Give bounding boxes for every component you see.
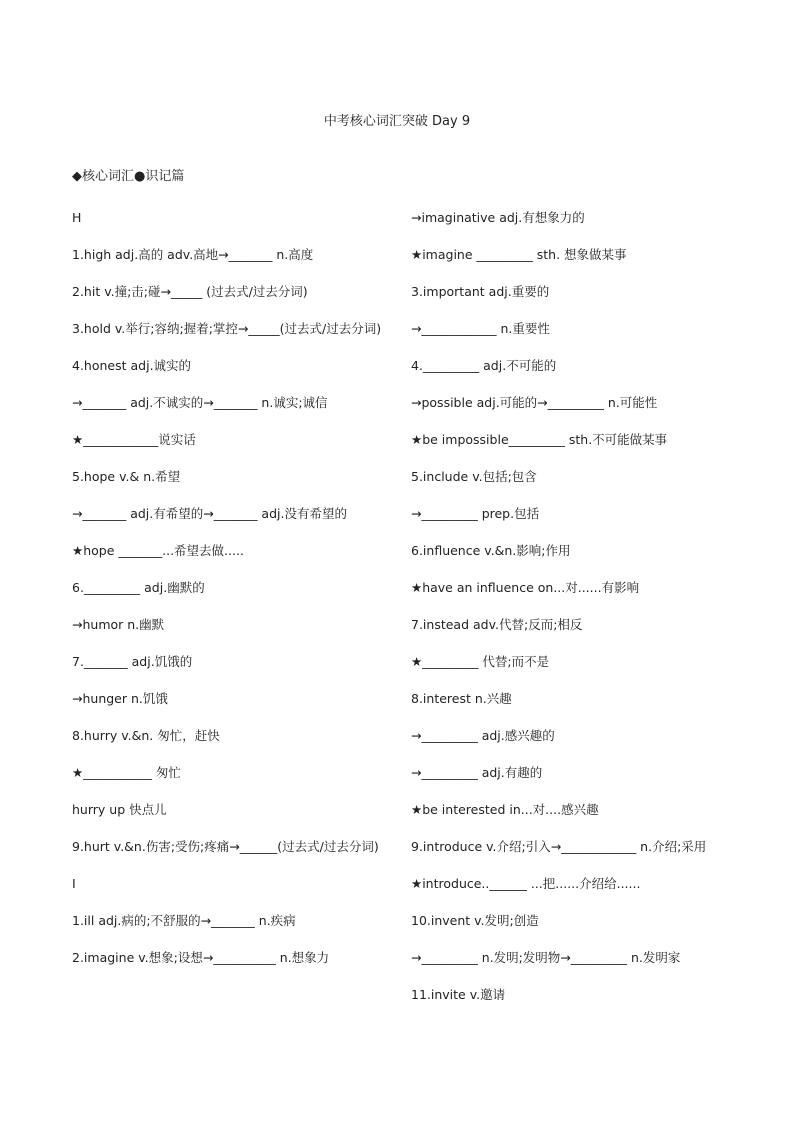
vocab-line: →humor n.幽默 xyxy=(72,617,165,632)
page-title: 中考核心词汇突破 Day 9 xyxy=(323,114,471,129)
vocab-line: 8.hurry v.&n. 匆忙，赶快 xyxy=(72,728,220,743)
letter-heading-h: H xyxy=(72,210,82,225)
vocab-line: 7._______ adj.饥饿的 xyxy=(72,654,193,669)
vocab-line: →_________ adj.感兴趣的 xyxy=(411,728,555,743)
vocab-line: 4.honest adj.诚实的 xyxy=(72,358,192,373)
vocab-line: ★_________ 代替;而不是 xyxy=(411,654,550,669)
vocab-line: 9.introduce v.介绍;引入→____________ n.介绍;采用 xyxy=(411,839,707,854)
vocab-line: hurry up 快点儿 xyxy=(72,802,167,817)
vocab-line: →____________ n.重要性 xyxy=(411,321,550,336)
vocab-line: 5.include v.包括;包含 xyxy=(411,469,537,484)
vocab-line: ★have an influence on...对......有影响 xyxy=(411,580,640,595)
section-heading: ◆核心词汇●识记篇 xyxy=(72,169,185,184)
left-column xyxy=(72,208,390,985)
vocab-line: 4._________ adj.不可能的 xyxy=(411,358,557,373)
vocab-line: ★introduce..______ ...把......介绍给...... xyxy=(411,876,641,891)
vocab-line: →_________ adj.有趣的 xyxy=(411,765,543,780)
vocab-line: 6.influence v.&n.影响;作用 xyxy=(411,543,571,558)
vocab-line: →_______ adj.有希望的→_______ adj.没有希望的 xyxy=(72,506,347,521)
vocab-line: →_________ n.发明;发明物→_________ n.发明家 xyxy=(411,950,681,965)
vocab-line: ★imagine _________ sth. 想象做某事 xyxy=(411,247,627,262)
vocab-line: 10.invent v.发明;创造 xyxy=(411,913,539,928)
vocab-line: 7.instead adv.代替;反而;相反 xyxy=(411,617,583,632)
vocab-line: →hunger n.饥饿 xyxy=(72,691,168,706)
vocab-line: ★____________说实话 xyxy=(72,432,196,447)
vocab-line: →_________ prep.包括 xyxy=(411,506,540,521)
vocab-line: ★be interested in...对....感兴趣 xyxy=(411,802,599,817)
vocab-line: 1.ill adj.病的;不舒服的→_______ n.疾病 xyxy=(72,913,296,928)
vocab-line: ★hope _______...希望去做..... xyxy=(72,543,244,558)
vocab-line: →_______ adj.不诚实的→_______ n.诚实;诚信 xyxy=(72,395,328,410)
vocab-line: ★be impossible_________ sth.不可能做某事 xyxy=(411,432,668,447)
vocab-line: 1.high adj.高的 adv.高地→_______ n.高度 xyxy=(72,247,314,262)
vocab-line: 5.hope v.& n.希望 xyxy=(72,469,181,484)
vocab-line: 3.important adj.重要的 xyxy=(411,284,550,299)
vocab-line: 6._________ adj.幽默的 xyxy=(72,580,205,595)
vocab-line: 8.interest n.兴趣 xyxy=(411,691,512,706)
letter-heading-i: I xyxy=(72,876,76,891)
vocab-line: 11.invite v.邀请 xyxy=(411,987,506,1002)
vocab-line: →possible adj.可能的→_________ n.可能性 xyxy=(411,395,658,410)
vocab-line: →imaginative adj.有想象力的 xyxy=(411,210,585,225)
vocab-line: 2.imagine v.想象;设想→__________ n.想象力 xyxy=(72,950,330,965)
right-column xyxy=(411,208,741,1022)
vocab-line: 3.hold v.举行;容纳;握着;掌控→_____(过去式/过去分词) xyxy=(72,321,382,336)
vocab-line: ★___________ 匆忙 xyxy=(72,765,181,780)
vocab-line: 2.hit v.撞;击;碰→_____ (过去式/过去分词) xyxy=(72,284,308,299)
vocab-line: 9.hurt v.&n.伤害;受伤;疼痛→______(过去式/过去分词) xyxy=(72,839,379,854)
